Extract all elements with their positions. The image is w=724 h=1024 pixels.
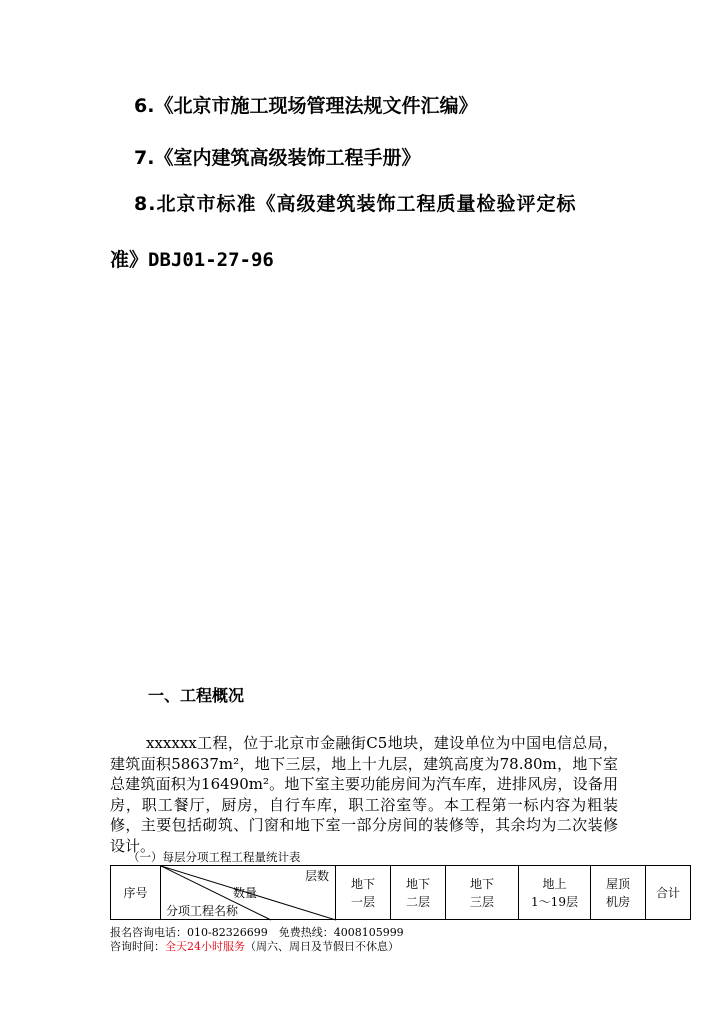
footer-hours-line (110, 940, 404, 954)
floor-roof-line2: 机房 (605, 894, 630, 909)
diag-qty-label: 数量 (233, 886, 258, 900)
reference-item-8: 8.北京市标准《高级建筑装饰工程质量检验评定标 (134, 193, 577, 215)
diag-item-label: 分项工程名称 (166, 904, 239, 918)
floor-b2-line2: 二层 (405, 894, 430, 909)
floor-above-line1: 地上 (542, 876, 567, 891)
standard-code: DBJ01-27-96 (148, 249, 274, 271)
floor-b3-line1: 地下 (469, 876, 494, 891)
header-floor-b3 (446, 866, 519, 920)
footer-hours-highlight: 全天24小时服务 (165, 940, 245, 953)
table-header-row (111, 866, 691, 920)
project-overview-paragraph (110, 733, 618, 857)
footer-phone-line: 报名咨询电话：010-82326699 免费热线：4008105999 (110, 926, 404, 939)
header-floor-b2 (391, 866, 446, 920)
table-caption: （一）每层分项工程工程量统计表 (128, 850, 301, 864)
diag-floor-label: 层数 (304, 869, 329, 883)
reference-item-7: 7.《室内建筑高级装饰工程手册》 (134, 147, 421, 169)
floor-b3-line2: 三层 (469, 894, 494, 909)
diagonal-header-cell (161, 866, 336, 920)
project-overview-text: xxxxxx工程，位于北京市金融街C5地块，建设单位为中国电信总局，建筑面积58637m²，地下三层，地上十九层，建筑高度为78.80m，地下室总建筑面积为16490m²。地下室主要功能房间为汽车库，进排风房，设备用房，职工餐厅，厨房，自行车库，职工浴室等。本工程第一标内容为粗装修，主要包括砌筑、门窗和地下室一部分房间的装修等，其余均为二次装修设计。 (110, 734, 618, 855)
header-floor-roof (591, 866, 646, 920)
section-title: 一、工程概况 (148, 686, 245, 705)
reference-item-8-tail: 准》 (110, 249, 149, 271)
header-floor-b1 (336, 866, 391, 920)
floor-b2-line1: 地下 (405, 876, 430, 891)
reference-item-6: 6.《北京市施工现场管理法规文件汇编》 (134, 95, 478, 117)
floor-b1-line1: 地下 (350, 876, 375, 891)
floor-roof-line1: 屋顶 (605, 876, 630, 891)
header-floor-above (519, 866, 591, 920)
floor-b1-line2: 一层 (350, 894, 375, 909)
header-total: 合计 (646, 866, 691, 920)
footer-hours-prefix: 咨询时间： (110, 940, 165, 953)
quantity-statistics-table (110, 865, 691, 920)
floor-above-line2: 1～19层 (531, 894, 578, 909)
footer-hours-suffix: （周六、周日及节假日不休息） (245, 940, 399, 953)
reference-item-8-continued (110, 246, 274, 274)
contact-footer (110, 926, 404, 954)
header-seq: 序号 (111, 866, 161, 920)
